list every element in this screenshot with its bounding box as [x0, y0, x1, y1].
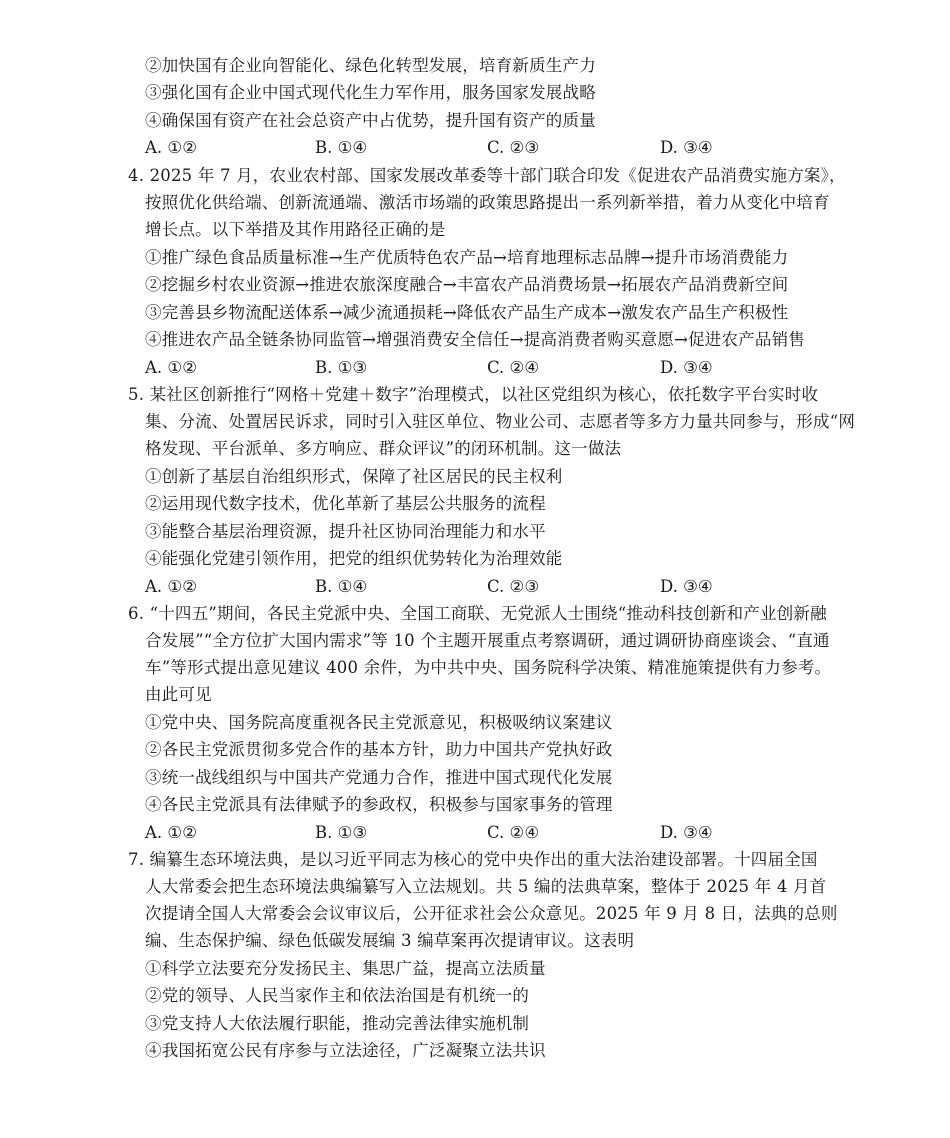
q3-choice-c: C. ②③ [487, 138, 540, 157]
q5-stem-line-1: 5. 某社区创新推行“网格＋党建＋数字”治理模式，以社区党组织为核心，依托数字平台实时收 [128, 385, 819, 404]
q4-option-1: ①推广绿色食品质量标准→生产优质特色农产品→培育地理标志品牌→提升市场消费能力 [145, 248, 789, 267]
q3-choice-b: B. ①④ [315, 138, 368, 157]
q6-choice-b: B. ①③ [315, 823, 368, 842]
q4-stem-line-3: 增长点。以下举措及其作用路径正确的是 [145, 220, 446, 239]
q5-choice-a: A. ①② [145, 577, 197, 596]
q5-stem-line-3: 格发现、平台派单、多方响应、群众评议”的闭环机制。这一做法 [145, 439, 622, 458]
q4-stem-line-1: 4. 2025 年 7 月，农业农村部、国家发展改革委等十部门联合印发《促进农产品消费实施方案》， [128, 166, 846, 185]
q7-stem-line-4: 编、生态保护编、绿色低碳发展编 3 编草案再次提请审议。这表明 [145, 931, 635, 950]
q6-option-1: ①党中央、国务院高度重视各民主党派意见，积极吸纳议案建议 [145, 713, 613, 732]
q7-stem-line-3: 次提请全国人大常委会会议审议后，公开征求社会公众意见。2025 年 9 月 8 日，法典的总则 [145, 904, 838, 923]
q6-option-2: ②各民主党派贯彻多党合作的基本方针，助力中国共产党执好政 [145, 740, 613, 759]
q5-option-4: ④能强化党建引领作用，把党的组织优势转化为治理效能 [145, 549, 563, 568]
q3-option-2: ②加快国有企业向智能化、绿色化转型发展，培育新质生产力 [145, 56, 596, 75]
q6-choice-d: D. ③④ [660, 823, 713, 842]
q5-option-2: ②运用现代数字技术，优化革新了基层公共服务的流程 [145, 494, 546, 513]
q7-stem-line-2: 人大常委会把生态环境法典编纂写入立法规划。共 5 编的法典草案，整体于 2025 年 4 月首 [145, 877, 827, 896]
q6-stem-line-1: 6. “十四五”期间，各民主党派中央、全国工商联、无党派人士围绕“推动科技创新和产业创新融 [128, 604, 827, 623]
q7-option-1: ①科学立法要充分发扬民主、集思广益，提高立法质量 [145, 959, 546, 978]
q4-choice-c: C. ②④ [487, 358, 540, 377]
q5-choice-d: D. ③④ [660, 577, 713, 596]
q3-choice-a: A. ①② [145, 138, 197, 157]
q3-option-4: ④确保国有资产在社会总资产中占优势，提升国有资产的质量 [145, 111, 596, 130]
q5-choice-c: C. ②③ [487, 577, 540, 596]
q7-option-2: ②党的领导、人民当家作主和依法治国是有机统一的 [145, 986, 530, 1005]
q4-choice-d: D. ③④ [660, 358, 713, 377]
q5-option-3: ③能整合基层治理资源，提升社区协同治理能力和水平 [145, 522, 546, 541]
q4-option-4: ④推进农产品全链条协同监管→增强消费安全信任→提高消费者购买意愿→促进农产品销售 [145, 330, 805, 349]
q6-option-4: ④各民主党派具有法律赋予的参政权，积极参与国家事务的管理 [145, 795, 613, 814]
q4-choice-a: A. ①② [145, 358, 197, 377]
q3-choice-d: D. ③④ [660, 138, 713, 157]
q4-choice-b: B. ①③ [315, 358, 368, 377]
q3-option-3: ③强化国有企业中国式现代化生力军作用，服务国家发展战略 [145, 83, 596, 102]
q7-stem-line-1: 7. 编纂生态环境法典，是以习近平同志为核心的党中央作出的重大法治建设部署。十四届全国 [128, 850, 818, 869]
q4-option-2: ②挖掘乡村农业资源→推进农旅深度融合→丰富农产品消费场景→拓展农产品消费新空间 [145, 275, 789, 294]
q4-option-3: ③完善县乡物流配送体系→减少流通损耗→降低农产品生产成本→激发农产品生产积极性 [145, 303, 789, 322]
q6-choice-a: A. ①② [145, 823, 197, 842]
q7-option-3: ③党支持人大依法履行职能，推动完善法律实施机制 [145, 1014, 530, 1033]
q5-choice-b: B. ①④ [315, 577, 368, 596]
q4-stem-line-2: 按照优化供给端、创新流通端、激活市场端的政策思路提出一系列新举措，着力从变化中培育 [145, 193, 830, 212]
q5-stem-line-2: 集、分流、处置居民诉求，同时引入驻区单位、物业公司、志愿者等多方力量共同参与，形成“网 [145, 412, 856, 431]
q6-choice-c: C. ②④ [487, 823, 540, 842]
q5-option-1: ①创新了基层自治组织形式，保障了社区居民的民主权利 [145, 467, 563, 486]
q6-stem-line-3: 车”等形式提出意见建议 400 余件，为中共中央、国务院科学决策、精准施策提供有力参考。 [145, 658, 832, 677]
q6-stem-line-4: 由此可见 [145, 685, 212, 704]
q6-option-3: ③统一战线组织与中国共产党通力合作，推进中国式现代化发展 [145, 768, 613, 787]
q7-option-4: ④我国拓宽公民有序参与立法途径，广泛凝聚立法共识 [145, 1041, 546, 1060]
q6-stem-line-2: 合发展”“全方位扩大国内需求”等 10 个主题开展重点考察调研，通过调研协商座谈会、“直通 [145, 631, 830, 650]
